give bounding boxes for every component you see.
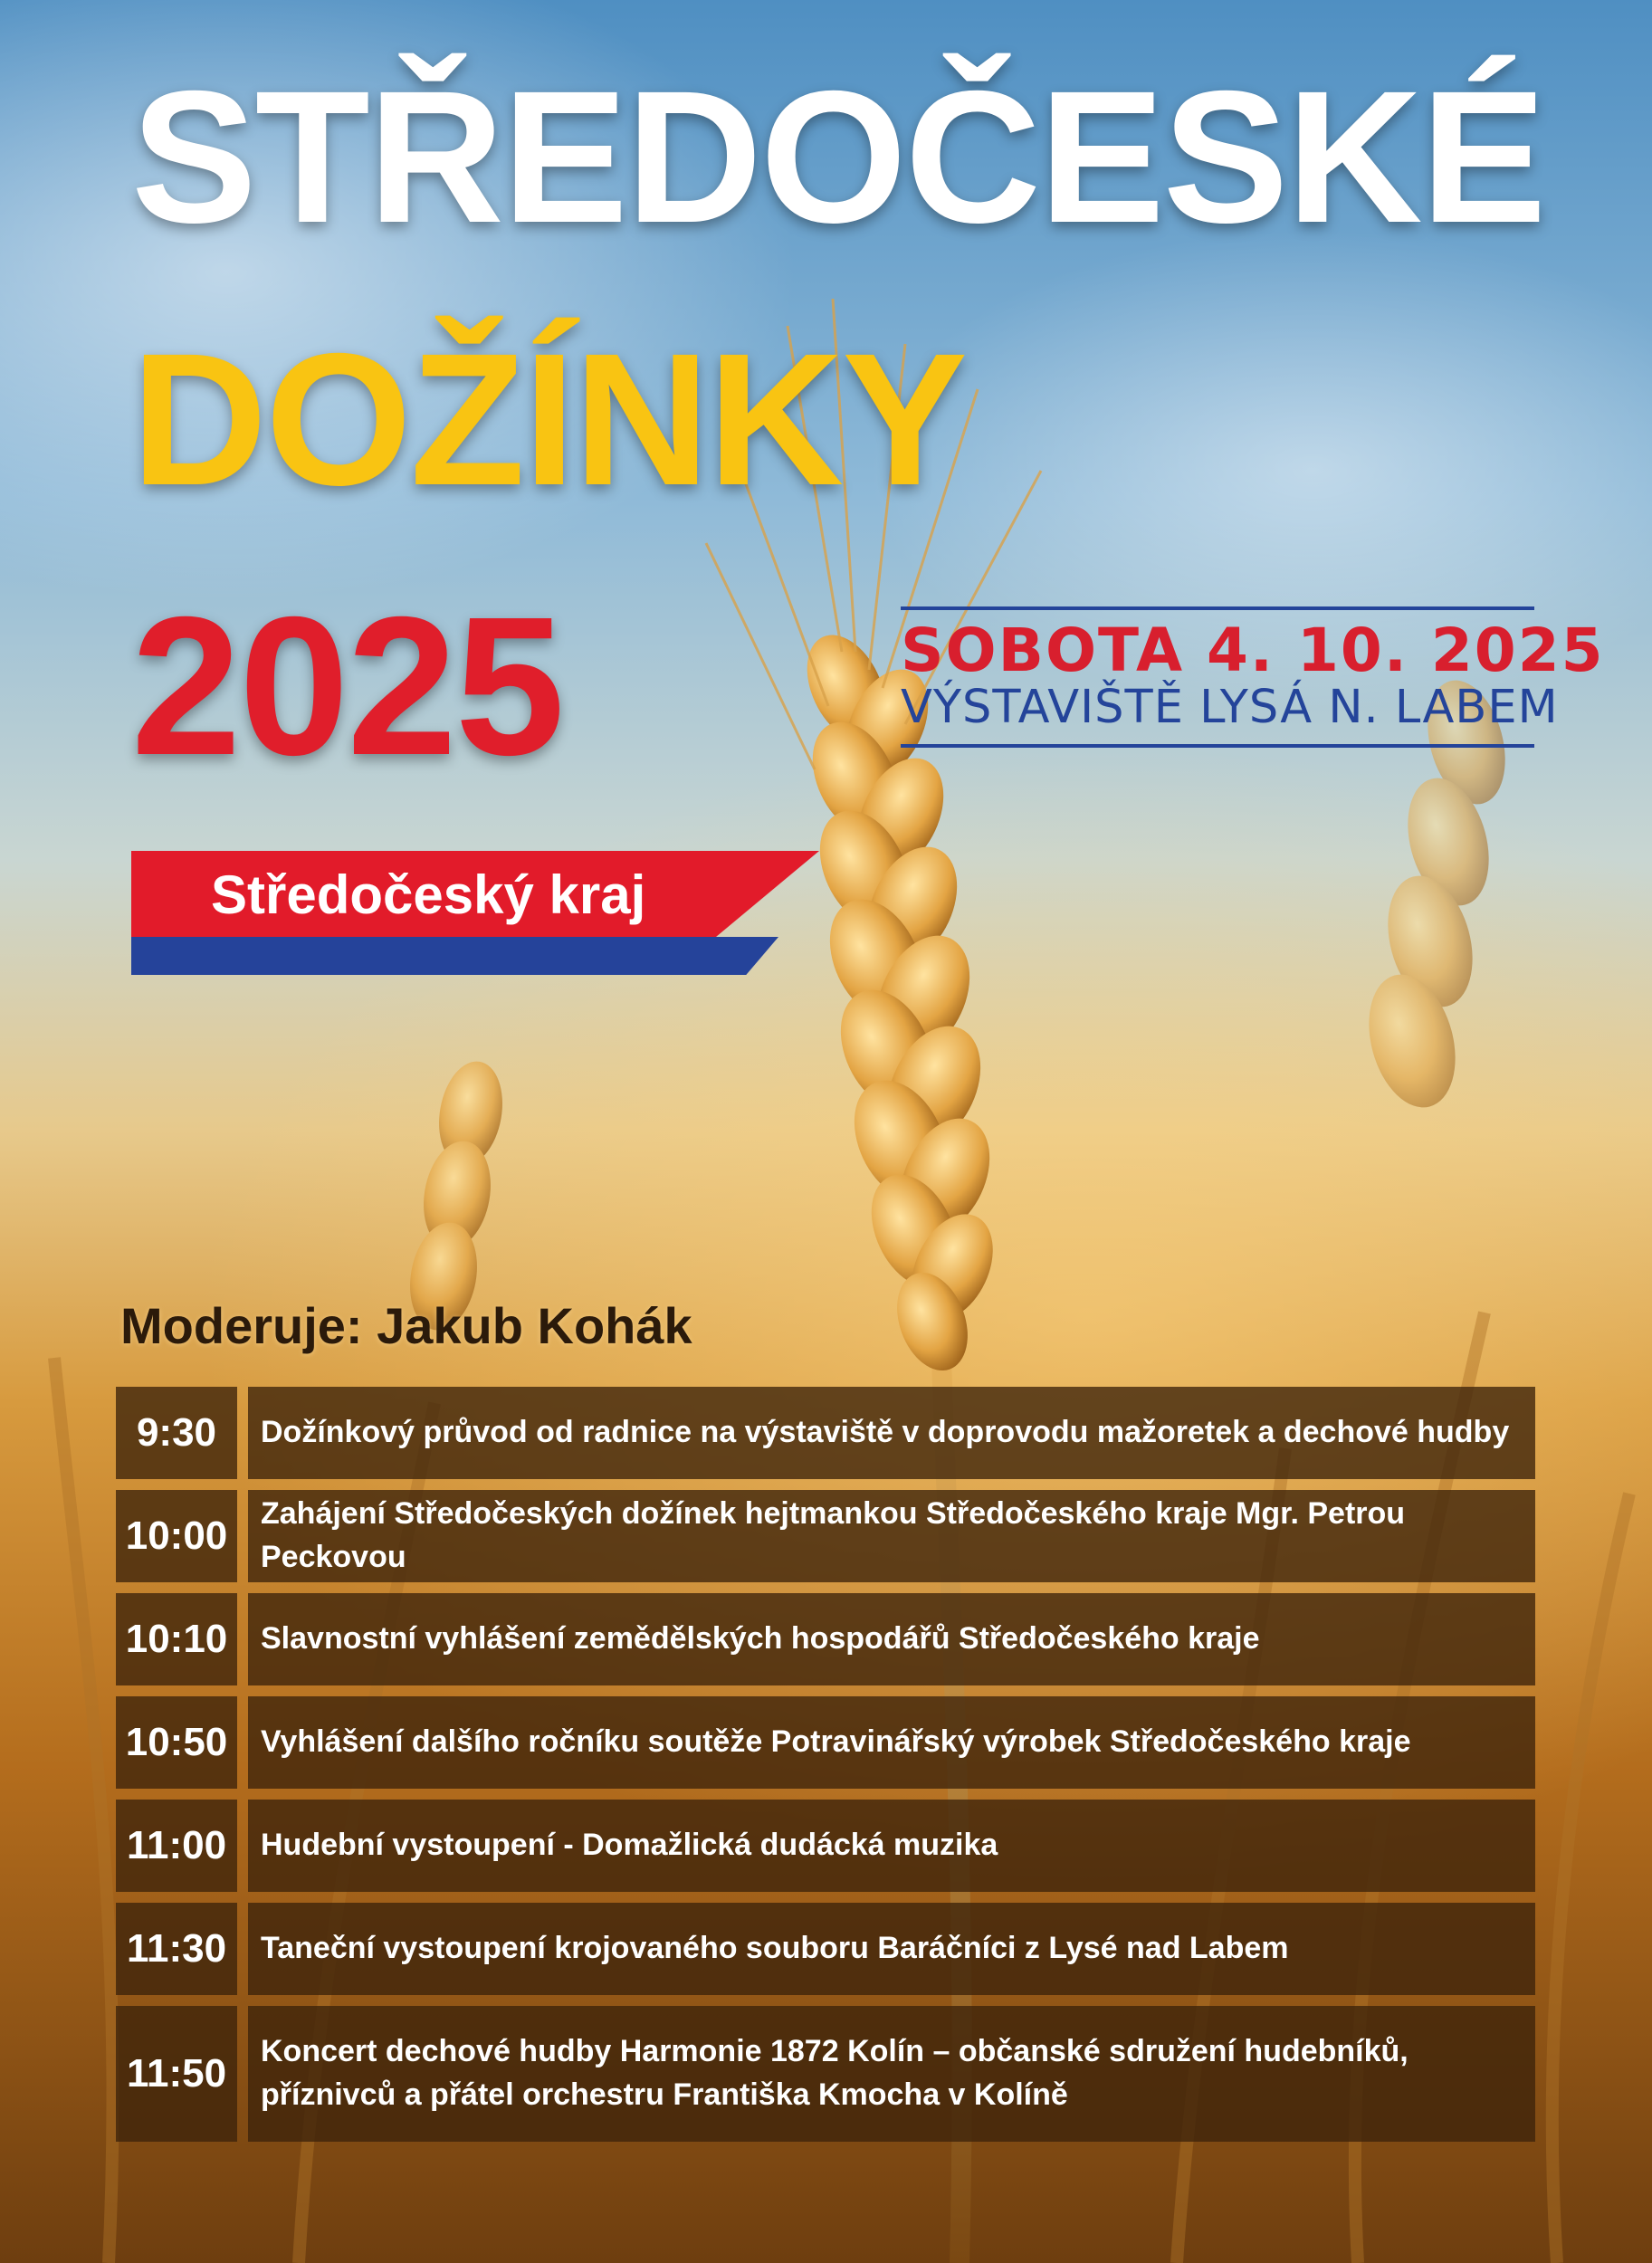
schedule-description: Slavnostní vyhlášení zemědělských hospodářů Středočeského kraje (248, 1593, 1535, 1685)
title-line-2: DOŽÍNKY (131, 315, 966, 525)
schedule-description-line-2: příznivců a přátel orchestru Františka Kmocha v Kolíně (261, 2077, 1068, 2112)
schedule-time: 11:50 (116, 2006, 237, 2142)
schedule-row (116, 1490, 1535, 1582)
title-year: 2025 (131, 577, 563, 797)
divider-top (901, 606, 1534, 610)
schedule-row (116, 1800, 1535, 1892)
schedule-description: Zahájení Středočeských dožínek hejtmankou Středočeského kraje Mgr. Petrou Peckovou (248, 1490, 1535, 1582)
schedule-description: Taneční vystoupení krojovaného souboru Baráčníci z Lysé nad Labem (248, 1903, 1535, 1995)
schedule-row (116, 1696, 1535, 1789)
moderator-label: Moderuje: Jakub Kohák (120, 1297, 692, 1354)
schedule-time: 9:30 (116, 1387, 237, 1479)
ribbon-blue-stripe (131, 937, 778, 975)
schedule-time: 10:50 (116, 1696, 237, 1789)
schedule-row (116, 1387, 1535, 1479)
event-info (901, 606, 1605, 748)
schedule-time: 11:00 (116, 1800, 237, 1892)
schedule-description: Dožínkový průvod od radnice na výstaviště v doprovodu mažoretek a dechové hudby (248, 1387, 1535, 1479)
schedule-description (248, 2006, 1535, 2142)
divider-bottom (901, 744, 1534, 748)
schedule-row (116, 1903, 1535, 1995)
schedule-description-line-1: Koncert dechové hudby Harmonie 1872 Kolín – občanské sdružení hudebníků, (261, 2034, 1408, 2069)
schedule-time: 10:00 (116, 1490, 237, 1582)
event-date: SOBOTA 4. 10. 2025 (901, 616, 1605, 685)
schedule-row (116, 1593, 1535, 1685)
title-line-1: STŘEDOČESKÉ (131, 53, 1545, 263)
schedule-description: Vyhlášení dalšího ročníku soutěže Potravinářský výrobek Středočeského kraje (248, 1696, 1535, 1789)
schedule-time: 10:10 (116, 1593, 237, 1685)
schedule-time: 11:30 (116, 1903, 237, 1995)
region-label: Středočeský kraj (211, 864, 646, 925)
schedule-row (116, 2006, 1535, 2142)
schedule-table (116, 1387, 1535, 2153)
event-venue: VÝSTAVIŠTĚ LYSÁ N. LABEM (901, 681, 1559, 735)
schedule-description: Hudební vystoupení - Domažlická dudácká muzika (248, 1800, 1535, 1892)
